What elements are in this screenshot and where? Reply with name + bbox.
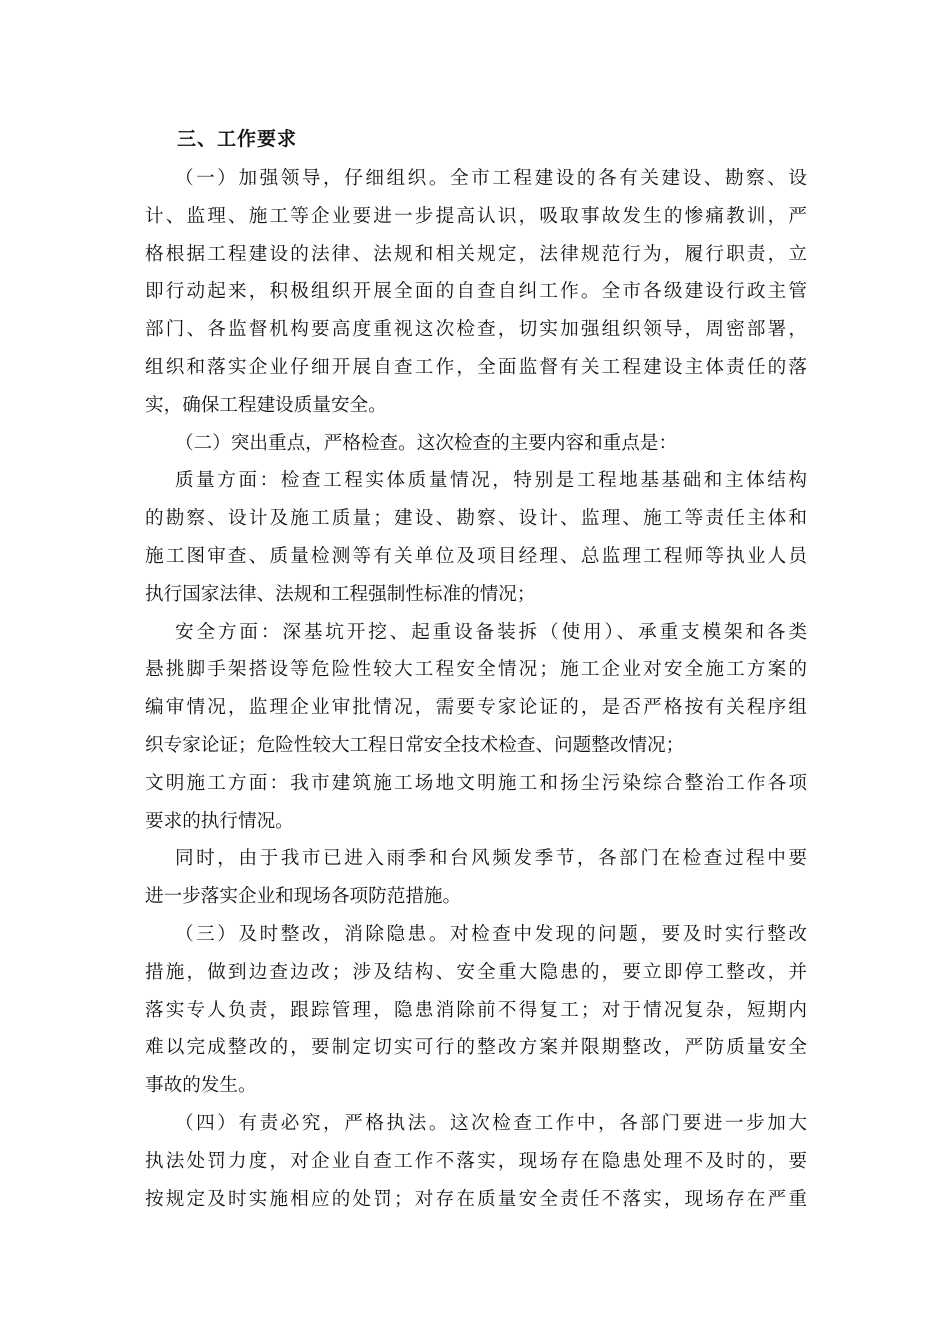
text-line: 格根据工程建设的法律、法规和相关规定，法律规范行为，履行职责，立 bbox=[145, 243, 807, 265]
text-line: 文明施工方面：我市建筑施工场地文明施工和扬尘污染综合整治工作各项 bbox=[145, 772, 807, 794]
text-line: 要求的执行情况。 bbox=[145, 810, 294, 832]
text-line: 事故的发生。 bbox=[145, 1075, 257, 1097]
text-line: （二）突出重点，严格检查。这次检查的主要内容和重点是： bbox=[175, 432, 678, 454]
text-line: 落实专人负责，跟踪管理，隐患消除前不得复工；对于情况复杂，短期内 bbox=[145, 999, 807, 1021]
text-line: 施工图审查、质量检测等有关单位及项目经理、总监理工程师等执业人员 bbox=[145, 545, 807, 567]
document-page bbox=[145, 0, 807, 1344]
text-line: 质量方面：检查工程实体质量情况，特别是工程地基基础和主体结构 bbox=[175, 470, 807, 492]
text-line: 的勘察、设计及施工质量；建设、勘察、设计、监理、施工等责任主体和 bbox=[145, 508, 807, 530]
text-line: 按规定及时实施相应的处罚；对存在质量安全责任不落实，现场存在严重 bbox=[145, 1188, 807, 1210]
text-line: 执法处罚力度，对企业自查工作不落实，现场存在隐患处理不及时的，要 bbox=[145, 1150, 807, 1172]
text-line: 同时，由于我市已进入雨季和台风频发季节，各部门在检查过程中要 bbox=[175, 848, 807, 870]
text-line: 部门、各监督机构要高度重视这次检查，切实加强组织领导，周密部署， bbox=[145, 319, 807, 341]
text-line: 实，确保工程建设质量安全。 bbox=[145, 394, 387, 416]
text-line: （三）及时整改，消除隐患。对检查中发现的问题，要及时实行整改 bbox=[175, 923, 807, 945]
text-line: 进一步落实企业和现场各项防范措施。 bbox=[145, 886, 462, 908]
text-line: 编审情况，监理企业审批情况，需要专家论证的，是否严格按有关程序组 bbox=[145, 697, 807, 719]
document-body bbox=[145, 160, 807, 1218]
section-heading: 三、工作要求 bbox=[177, 128, 298, 150]
text-line: 即行动起来，积极组织开展全面的自查自纠工作。全市各级建设行政主管 bbox=[145, 281, 807, 303]
text-line: 悬挑脚手架搭设等危险性较大工程安全情况；施工企业对安全施工方案的 bbox=[145, 659, 807, 681]
text-line: 织专家论证；危险性较大工程日常安全技术检查、问题整改情况； bbox=[145, 734, 685, 756]
text-line: 执行国家法律、法规和工程强制性标准的情况； bbox=[145, 583, 536, 605]
text-line: 安全方面：深基坑开挖、起重设备装拆（使用）、承重支模架和各类 bbox=[175, 621, 807, 643]
text-line: 措施，做到边查边改；涉及结构、安全重大隐患的，要立即停工整改，并 bbox=[145, 961, 807, 983]
text-line: 难以完成整改的，要制定切实可行的整改方案并限期整改，严防质量安全 bbox=[145, 1037, 807, 1059]
text-line: （一）加强领导，仔细组织。全市工程建设的各有关建设、勘察、设 bbox=[175, 168, 807, 189]
text-line: 计、监理、施工等企业要进一步提高认识，吸取事故发生的惨痛教训，严 bbox=[145, 205, 807, 227]
text-line: 组织和落实企业仔细开展自查工作，全面监督有关工程建设主体责任的落 bbox=[145, 356, 807, 378]
text-line: （四）有责必究，严格执法。这次检查工作中，各部门要进一步加大 bbox=[175, 1112, 807, 1134]
